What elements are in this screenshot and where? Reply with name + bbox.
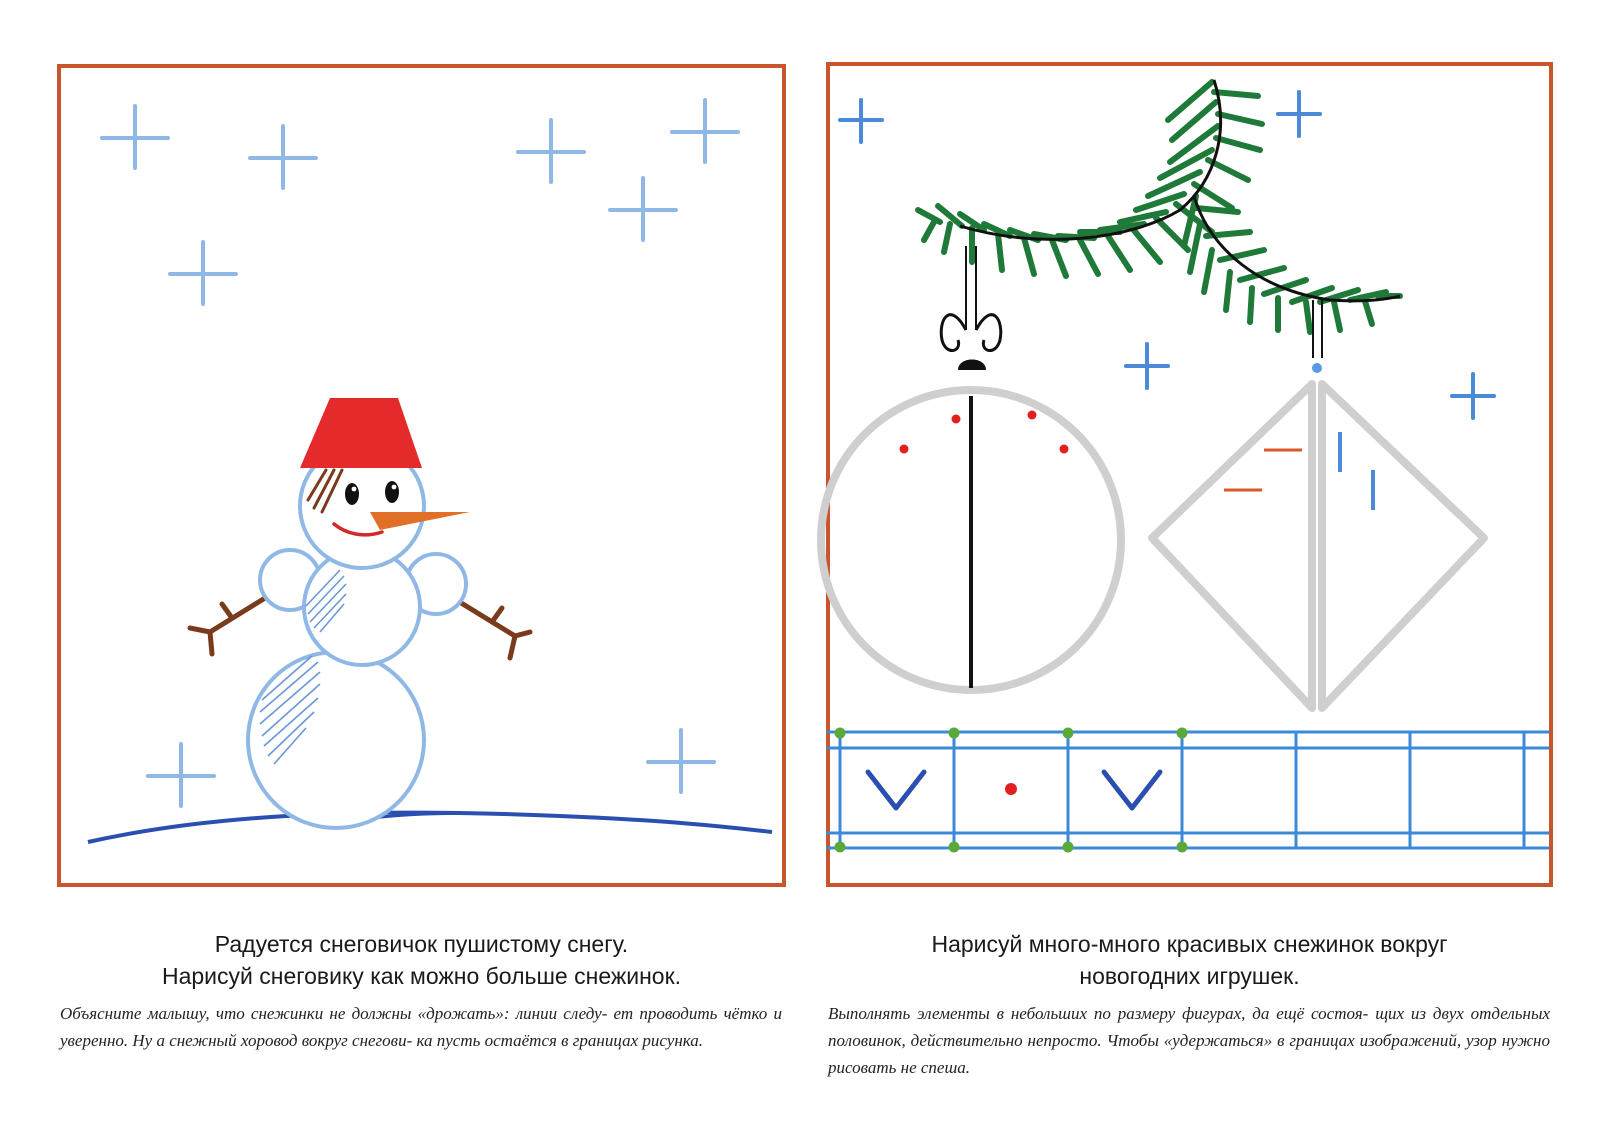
left-parent-note: Объясните малышу, что снежинки не должны «дрожать»: линии следу- ет проводить чётко и уверенно. Ну а снежный хоровод вокруг снегови- ка пусть остаётся в границах рисунка. [60, 1004, 782, 1050]
snowman-drawing-frame [57, 64, 786, 887]
left-title-line2: Нарисуй снеговику как можно больше снежинок. [161, 963, 682, 989]
ornaments-drawing-frame [826, 62, 1553, 887]
right-parent-note: Выполнять элементы в небольших по размеру фигурах, да ещё состоя- щих из двух отдельных половинок, действительно непросто. Чтобы «удержаться» в границах изображений, узор нужно рисовать не спеша. [828, 1004, 1550, 1077]
right-title-line2: новогодних игрушек. [1079, 963, 1300, 989]
right-title-line1: Нарисуй много-много красивых снежинок вокруг [931, 931, 1448, 957]
left-task-title [57, 928, 786, 992]
left-title-line1: Радуется снеговичок пушистому снегу. [214, 931, 629, 957]
right-task-title [826, 928, 1553, 992]
